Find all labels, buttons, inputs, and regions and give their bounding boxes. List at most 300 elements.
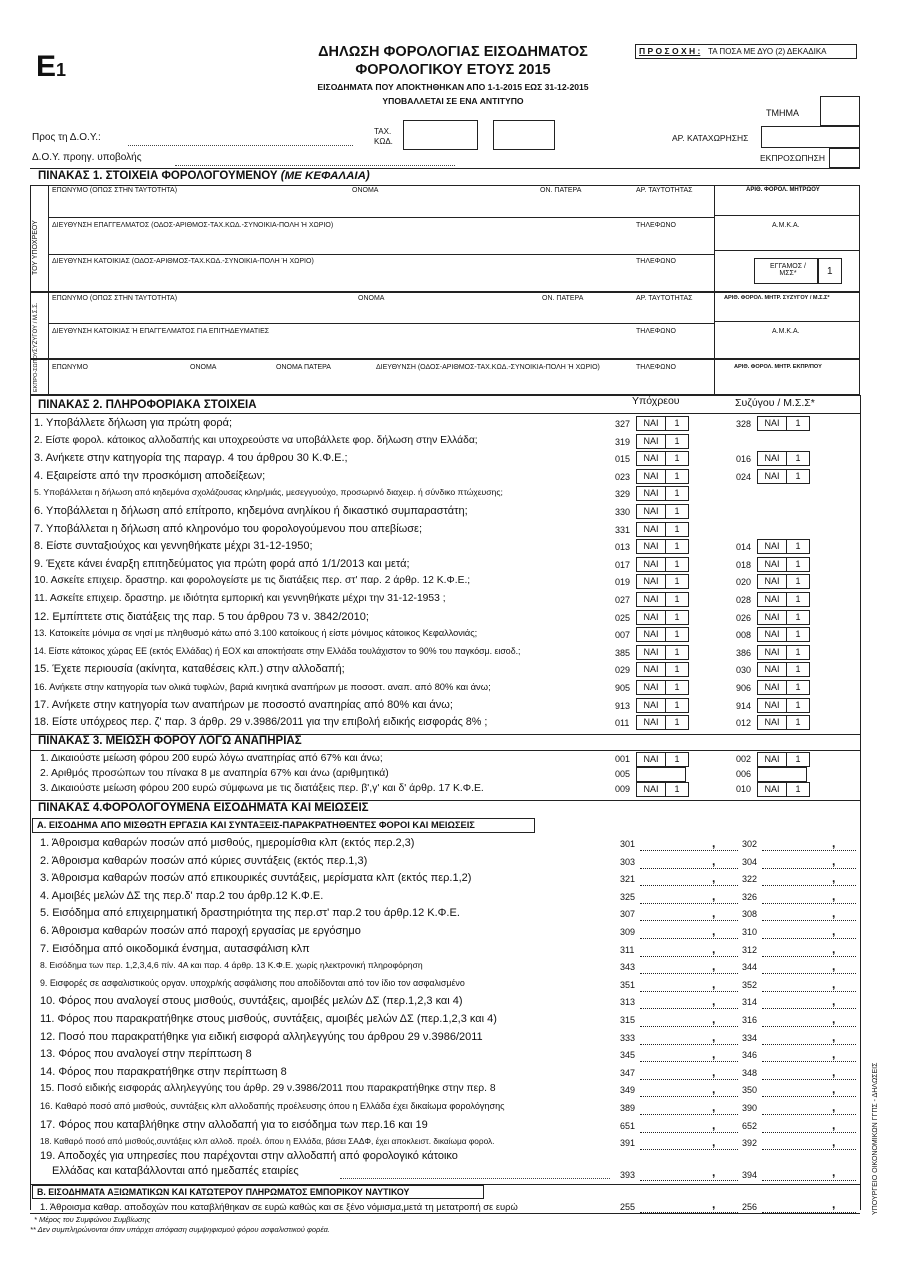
table4-code-taxpayer: 303	[620, 856, 636, 867]
table4-amount-spouse[interactable]	[762, 1049, 856, 1062]
yes-label: ΝΑΙ	[637, 681, 666, 694]
table2-code-spouse: 008	[736, 630, 752, 641]
decimal-comma: ,	[832, 1100, 836, 1114]
field-tilefono-2: ΤΗΛΕΦΩΝΟ	[636, 258, 676, 265]
table2-row-label: 16. Ανήκετε στην κατηγορία των ολικά τυφλών, βαριά κινητικά αναπήρων με ποσοστ. αναπ. από 80% και άνω;	[34, 681, 491, 692]
table2-code-spouse: 014	[736, 542, 752, 553]
yes-label: ΝΑΙ	[758, 611, 787, 624]
table4-code-spouse: 314	[742, 997, 758, 1008]
eggamos-label: ΕΓΓΑΜΟΣ / ΜΣΣ*	[770, 263, 806, 277]
table2-row-label: 4. Εξαιρείστε από την προσκόμιση αποδείξεων;	[34, 469, 266, 482]
table2-yes-taxpayer[interactable]	[636, 680, 689, 695]
yes-value: 1	[674, 558, 680, 569]
table4-row-label: 1. Άθροισμα καθαρών ποσών από μισθούς, ημερομίσθια κλπ (εκτός περ.2,3)	[40, 837, 415, 849]
table2-yes-taxpayer[interactable]	[636, 627, 689, 642]
rep-onoma-patera: ΟΝΟΜΑ ΠΑΤΕΡΑ	[276, 364, 331, 371]
row19-code2: 394	[742, 1170, 758, 1180]
rep-onoma: ΟΝΟΜΑ	[190, 364, 217, 371]
yes-value: 1	[674, 699, 680, 710]
table4-amount-spouse[interactable]	[762, 941, 856, 957]
table2-yes-taxpayer[interactable]	[636, 662, 689, 677]
yes-value: 1	[674, 717, 680, 728]
decimal-comma: ,	[712, 1029, 716, 1044]
table2-yes-taxpayer[interactable]	[636, 416, 689, 431]
table2-row-label: 10. Ασκείτε επιχειρ. δραστηρ. και φορολογείστε με τις διατάξεις περ. στ' παρ. 2 άρθρ. 12 Κ.Φ.Ε.;	[34, 575, 471, 587]
table2-code-taxpayer: 011	[615, 718, 630, 729]
table4-amount-spouse[interactable]	[762, 1014, 856, 1027]
pros-doy-label: Προς τη Δ.Ο.Υ.:	[32, 132, 101, 143]
table2-code-spouse: 906	[736, 683, 752, 693]
decimal-comma: ,	[712, 888, 716, 903]
table2-title: ΠΙΝΑΚΑΣ 2. ΠΛΗΡΟΦΟΡΙΑΚΑ ΣΤΟΙΧΕΙΑ	[38, 399, 257, 411]
table4-amount-taxpayer[interactable]	[640, 838, 738, 851]
table4-amount-taxpayer[interactable]	[640, 961, 738, 974]
table4-row-label: 9. Εισφορές σε ασφαλιστικούς οργαν. υποχρ/κής ασφάλισης που αποδίδονται από τον ίδιο τον ασφαλισμένο	[40, 977, 465, 988]
table2-code-taxpayer: 327	[615, 419, 631, 429]
decimal-comma: ,	[832, 906, 836, 921]
table2-yes-spouse[interactable]	[757, 610, 810, 625]
table4-amount-spouse[interactable]	[762, 926, 856, 939]
table4-code-taxpayer: 391	[620, 1138, 636, 1149]
yes-value: 1	[795, 594, 801, 604]
yes-value: 1	[674, 611, 680, 622]
spouse-on-patera: ΟΝ. ΠΑΤΕΡΑ	[542, 295, 584, 302]
table4-code-taxpayer: 325	[620, 891, 636, 902]
yes-label: ΝΑΙ	[758, 575, 787, 588]
table4-amount-spouse[interactable]	[762, 838, 856, 851]
table4-code-spouse: 326	[742, 891, 758, 902]
table4-code-spouse: 334	[742, 1032, 758, 1043]
decimal-comma: ,	[712, 871, 716, 886]
table2-yes-taxpayer[interactable]	[636, 539, 689, 554]
table4-amount-spouse[interactable]	[762, 996, 856, 1009]
table2-code-spouse: 024	[736, 471, 752, 482]
table4-amount-spouse[interactable]	[762, 1064, 856, 1080]
table2-code-spouse: 386	[736, 647, 752, 658]
table2-yes-spouse[interactable]	[757, 662, 810, 677]
yes-value: 1	[674, 576, 680, 587]
table2-code-taxpayer: 331	[615, 524, 631, 535]
table4-code-taxpayer: 301	[620, 839, 636, 849]
form-title-line1: ΔΗΛΩΣΗ ΦΟΡΟΛΟΓΙΑΣ ΕΙΣΟΔΗΜΑΤΟΣ	[318, 44, 588, 60]
table2-yes-spouse[interactable]	[757, 539, 810, 554]
table4-subA-box	[32, 818, 535, 833]
yes-label: ΝΑΙ	[758, 593, 787, 606]
table4-amount-taxpayer[interactable]	[640, 926, 738, 939]
side-spouse: ΣΥΖΥΓΟΥ / Μ.Σ.Σ.	[33, 302, 39, 352]
table4-code-spouse: 352	[742, 979, 758, 990]
rowB1-amount1[interactable]	[640, 1200, 738, 1213]
table4-amount-spouse[interactable]	[762, 976, 856, 992]
yes-label: ΝΑΙ	[637, 699, 666, 712]
yes-value: 1	[674, 594, 680, 604]
table2-row-label: 17. Ανήκετε στην κατηγορία των αναπήρων με ποσοστό αναπηρίας από 80% και άνω;	[34, 698, 453, 711]
table2-code-taxpayer: 019	[615, 577, 631, 588]
yes-label: ΝΑΙ	[637, 505, 666, 518]
decimal-comma: ,	[832, 994, 836, 1009]
table4-code-taxpayer: 313	[620, 997, 636, 1008]
yes-value: 1	[795, 558, 801, 569]
yes-label: ΝΑΙ	[637, 523, 666, 536]
table4-row-label: 7. Εισόδημα από οικοδομικά ένσημα, αυτασφάλιση κλπ	[40, 942, 310, 955]
table2-yes-spouse[interactable]	[757, 627, 810, 642]
row19-line1: 19. Αποδοχές για υπηρεσίες που παρέχονται στην αλλοδαπή από φορολογικό κάτοικο	[40, 1150, 458, 1162]
yes-label: ΝΑΙ	[758, 470, 787, 483]
table4-amount-taxpayer[interactable]	[640, 1102, 738, 1115]
table4-amount-spouse[interactable]	[762, 853, 856, 869]
table3-yes-spouse[interactable]	[757, 782, 810, 797]
yes-value: 1	[674, 629, 680, 640]
table4-row-label: 5. Εισόδημα από επιχειρηματική δραστηριότητα της περ.στ' παρ.2 του άρθρ.12 Κ.Φ.Ε.	[40, 907, 460, 920]
decimal-comma: ,	[832, 1012, 836, 1026]
field-tilefono: ΤΗΛΕΦΩΝΟ	[636, 222, 676, 229]
table3-title: ΠΙΝΑΚΑΣ 3. ΜΕΙΩΣΗ ΦΟΡΟΥ ΛΟΓΩ ΑΝΑΠΗΡΙΑΣ	[38, 735, 302, 747]
yes-label: ΝΑΙ	[758, 452, 787, 465]
tax-kod-field[interactable]	[403, 120, 478, 150]
table2-row-label: 6. Υποβάλλεται η δήλωση από επίτροπο, κηδεμόνα ανηλίκου ή δικαστικό συμπαραστάτη;	[34, 505, 468, 517]
yes-label: ΝΑΙ	[758, 628, 787, 641]
field-amka: Α.Μ.Κ.Α.	[772, 222, 800, 229]
table2-row-label: 2. Είστε φορολ. κάτοικος αλλοδαπής και υποχρεούστε να υποβάλλετε φορ. δήλωση στην Ελλάδα;	[34, 434, 478, 446]
side-rep: ΕΚΠΡΟ-ΣΩΠΟΥ	[33, 351, 39, 392]
decimal-comma: ,	[832, 1064, 836, 1079]
table2-yes-spouse[interactable]	[757, 416, 810, 431]
table2-yes-taxpayer[interactable]	[636, 698, 689, 713]
table4-amount-taxpayer[interactable]	[640, 873, 738, 886]
table2-code-spouse: 026	[736, 612, 752, 623]
table2-code-taxpayer: 025	[615, 612, 631, 623]
yes-value: 1	[674, 435, 680, 446]
table4-row-label: 15. Ποσό ειδικής εισφοράς αλληλεγγύης του άρθρ. 29 ν.3986/2011 που παρακρατήθηκε στην περ. 8	[40, 1083, 496, 1095]
table4-row-label: 16. Καθαρό ποσό από μισθούς, συντάξεις κλπ αλλοδαπής προέλευσης όπου η Ελλάδα έχει δικαίωμα φορολόγησης	[40, 1101, 505, 1111]
tmima-field[interactable]	[820, 96, 860, 126]
decimal-comma: ,	[712, 941, 716, 956]
yes-value: 1	[795, 453, 801, 464]
yes-label: ΝΑΙ	[758, 663, 787, 676]
yes-label: ΝΑΙ	[637, 716, 666, 729]
table4-amount-taxpayer[interactable]	[640, 888, 738, 904]
table2-code-taxpayer: 329	[615, 489, 631, 500]
tax-kod-field-2[interactable]	[493, 120, 555, 150]
table4-row-label: 14. Φόρος που παρακρατήθηκε στην περίπτωση 8	[40, 1065, 287, 1078]
table2-yes-taxpayer[interactable]	[636, 574, 689, 589]
table4-amount-spouse[interactable]	[762, 1117, 856, 1133]
table3-yes-taxpayer[interactable]	[636, 782, 689, 797]
decimal-comma: ,	[832, 1117, 836, 1132]
table4-amount-taxpayer[interactable]	[640, 1029, 738, 1045]
table4-amount-spouse[interactable]	[762, 888, 856, 904]
yes-value: 1	[795, 717, 801, 728]
table2-code-spouse: 016	[736, 454, 752, 465]
table2-row-label: 11. Ασκείτε επιχειρ. δραστηρ. με ιδιότητα εμπορική και γεννηθήκατε μέχρι την 31-12-1953 ;	[34, 593, 446, 604]
table4-code-spouse: 304	[742, 856, 758, 867]
rep-tilefono: ΤΗΛΕΦΩΝΟ	[636, 364, 676, 371]
yes-value: 1	[674, 682, 680, 692]
table2-yes-spouse[interactable]	[757, 715, 810, 730]
decimal-comma: ,	[832, 959, 836, 974]
yes-label: ΝΑΙ	[637, 540, 666, 553]
table2-code-taxpayer: 385	[615, 647, 631, 658]
decimal-comma: ,	[832, 976, 836, 991]
table3-yes-taxpayer[interactable]	[636, 752, 689, 767]
table3-count-taxpayer[interactable]	[636, 767, 686, 782]
yes-value: 1	[674, 541, 680, 552]
table4-code-spouse: 310	[742, 927, 758, 937]
table4-row-label: 10. Φόρος που αναλογεί στους μισθούς, συντάξεις, αμοιβές μελών ΔΣ (περ.1,2,3 και 4)	[40, 995, 463, 1008]
table2-code-spouse: 328	[736, 419, 752, 429]
col-taxpayer: Υπόχρεου	[632, 395, 680, 407]
ar-kataxorisis-label: ΑΡ. ΚΑΤΑΧΩΡΗΣΗΣ	[672, 133, 749, 143]
table2-yes-spouse[interactable]	[757, 574, 810, 589]
decimal-comma: ,	[712, 853, 716, 868]
pros-doy-field[interactable]	[128, 135, 353, 146]
yes-label: ΝΑΙ	[758, 699, 787, 712]
table4-code-taxpayer: 345	[620, 1050, 636, 1061]
table2-row-label: 18. Είστε υπόχρεος περ. ζ' παρ. 3 άρθρ. 29 ν.3986/2011 για την επιβολή ειδικής εισφοράς 8% ;	[34, 716, 488, 729]
yes-value: 1	[674, 488, 680, 499]
table2-row-label: 13. Κατοικείτε μόνιμα σε νησί με πληθυσμό κάτω από 3.100 κατοίκους ή είστε μόνιμος κάτοικος Κεφαλλονιάς;	[34, 628, 478, 639]
spouse-ar-taut: ΑΡ. ΤΑΥΤΟΤΗΤΑΣ	[636, 295, 693, 302]
table2-code-spouse: 018	[736, 559, 752, 570]
decimal-comma: ,	[712, 1064, 716, 1079]
notice-text: ΤΑ ΠΟΣΑ ΜΕ ΔΥΟ (2) ΔΕΚΑΔΙΚΑ	[708, 47, 827, 56]
table2-code-spouse: 020	[736, 577, 752, 588]
table4-code-spouse: 652	[742, 1120, 758, 1131]
table2-row-label: 3. Ανήκετε στην κατηγορία της παραγρ. 4 του άρθρου 30 Κ.Φ.Ε.;	[34, 452, 348, 465]
table4-amount-taxpayer[interactable]	[640, 853, 738, 869]
field-dieuth-epag: ΔΙΕΥΘΥΝΣΗ ΕΠΑΓΓΕΛΜΑΤΟΣ (ΟΔΟΣ-ΑΡΙΘΜΟΣ-ΤΑΧ.ΚΩΔ.-ΣΥΝΟΙΚΙΑ-ΠΟΛΗ Ή ΧΩΡΙΟ)	[52, 222, 334, 229]
table2-yes-taxpayer[interactable]	[636, 610, 689, 625]
form-subtitle: ΕΙΣΟΔΗΜΑΤΑ ΠΟΥ ΑΠΟΚΤΗΘΗΚΑΝ ΑΠΟ 1-1-2015 ΕΩΣ 31-12-2015	[317, 82, 589, 92]
table3-code-taxpayer: 001	[615, 754, 631, 764]
table4-row-label: 12. Ποσό που παρακρατήθηκε για ειδική εισφορά αλληλεγγύης του άρθρου 29 ν.3986/2011	[40, 1030, 483, 1043]
table4-amount-taxpayer[interactable]	[640, 1049, 738, 1062]
field-eponymo: ΕΠΩΝΥΜΟ (ΟΠΩΣ ΣΤΗΝ ΤΑΥΤΟΤΗΤΑ)	[52, 187, 178, 194]
table4-amount-taxpayer[interactable]	[640, 908, 738, 921]
decimal-comma: ,	[712, 1100, 716, 1114]
decimal-comma: ,	[832, 888, 836, 903]
table2-code-taxpayer: 013	[615, 542, 631, 553]
table2-row-label: 7. Υποβάλλεται η δήλωση από κληρονόμο του φορολογούμενου που απεβίωσε;	[34, 522, 422, 535]
table2-yes-spouse[interactable]	[757, 451, 810, 466]
table2-code-spouse: 030	[736, 665, 752, 676]
table2-yes-spouse[interactable]	[757, 645, 810, 660]
field-ar-taut: ΑΡ. ΤΑΥΤΟΤΗΤΑΣ	[636, 187, 693, 194]
yes-label: ΝΑΙ	[637, 646, 666, 659]
table2-code-taxpayer: 027	[615, 595, 631, 605]
yes-value: 1	[795, 611, 801, 622]
yes-label: ΝΑΙ	[637, 487, 666, 500]
single-copy-note: ΥΠΟΒΑΛΛΕΤΑΙ ΣΕ ΕΝΑ ΑΝΤΙΤΥΠΟ	[382, 96, 524, 106]
decimal-comma: ,	[712, 959, 716, 974]
table4-code-spouse: 348	[742, 1067, 758, 1078]
table4-row-label: 3. Άθροισμα καθαρών ποσών από επικουρικές συντάξεις, μερίσματα κλπ (εκτός περ.1,2)	[40, 872, 472, 885]
side-ministry-text: ΥΠΟΥΡΓΕΙΟ ΟΙΚΟΝΟΜΙΚΩΝ ΓΓΠΣ - ΔΗΛΩΣΕΙΣ	[872, 1062, 879, 1215]
table4-code-taxpayer: 315	[620, 1015, 636, 1025]
table4-amount-taxpayer[interactable]	[640, 976, 738, 992]
table4-code-spouse: 316	[742, 1015, 758, 1025]
yes-label: ΝΑΙ	[637, 417, 666, 430]
yes-label: ΝΑΙ	[758, 681, 787, 694]
yes-value: 1	[674, 664, 680, 675]
table2-yes-taxpayer[interactable]	[636, 645, 689, 660]
yes-label: ΝΑΙ	[758, 783, 787, 796]
table2-yes-spouse[interactable]	[757, 469, 810, 484]
eggamos-value-box[interactable]	[818, 258, 842, 284]
decimal-comma: ,	[712, 906, 716, 921]
yes-value: 1	[674, 784, 680, 794]
ekprosopisi-field[interactable]	[829, 148, 860, 168]
table4-code-taxpayer: 389	[620, 1103, 636, 1113]
table2-yes-taxpayer[interactable]	[636, 434, 689, 449]
table4-row-label: 8. Εισόδημα των περ. 1,2,3,4,6 πίν. 4Α και παρ. 4 άρθρ. 13 Κ.Φ.Ε. χωρίς ηλεκτρονική πληροφόρηση	[40, 960, 423, 971]
table4-code-spouse: 392	[742, 1138, 758, 1149]
yes-label: ΝΑΙ	[637, 663, 666, 676]
table3-code-taxpayer: 009	[615, 784, 631, 794]
table2-yes-taxpayer[interactable]	[636, 451, 689, 466]
doy-prog-field[interactable]	[175, 155, 455, 166]
footnote-2: ** Δεν συμπληρώνονται όταν υπάρχει απόφαση συμψηφισμού φόρου ασφαλιστικού φορέα.	[30, 1225, 331, 1234]
row19-line2: Ελλάδας και καταβάλλονται από ημεδαπές εταιρίες	[52, 1165, 299, 1177]
table4-amount-taxpayer[interactable]	[640, 941, 738, 957]
decimal-comma: ,	[832, 1135, 836, 1150]
table2-code-taxpayer: 007	[615, 630, 631, 641]
yes-label: ΝΑΙ	[758, 716, 787, 729]
table4-amount-spouse[interactable]	[762, 873, 856, 886]
table4-amount-spouse[interactable]	[762, 1084, 856, 1097]
spouse-tilefono: ΤΗΛΕΦΩΝΟ	[636, 328, 676, 335]
table3-code-spouse: 010	[736, 784, 752, 794]
table4-amount-taxpayer[interactable]	[640, 1014, 738, 1027]
side-taxpayer: ΤΟΥ ΥΠΟΧΡΕΟΥ	[32, 220, 39, 275]
col-spouse: Συζύγου / Μ.Σ.Σ*	[735, 397, 815, 409]
decimal-comma: ,	[712, 1082, 716, 1097]
table2-code-taxpayer: 017	[615, 559, 631, 570]
table2-row-label: 12. Εμπίπτετε στις διατάξεις της παρ. 5 του άρθρου 73 ν. 3842/2010;	[34, 610, 369, 623]
yes-value: 1	[674, 506, 680, 516]
yes-label: ΝΑΙ	[637, 470, 666, 483]
yes-label: ΝΑΙ	[637, 435, 666, 448]
table3-code-spouse: 002	[736, 754, 752, 764]
table2-yes-taxpayer[interactable]	[636, 592, 689, 607]
table2-code-taxpayer: 319	[615, 436, 631, 447]
table2-code-spouse: 028	[736, 595, 752, 605]
table4-amount-taxpayer[interactable]	[640, 996, 738, 1009]
table4-row-label: 4. Αμοιβές μελών ΔΣ της περ.δ' παρ.2 του άρθρ.12 Κ.Φ.Ε.	[40, 889, 324, 902]
decimal-comma: ,	[712, 1117, 716, 1132]
table2-yes-taxpayer[interactable]	[636, 486, 689, 501]
table2-code-spouse: 914	[736, 700, 752, 711]
table3-row-label: 1. Δικαιούστε μείωση φόρου 200 ευρώ λόγω αναπηρίας από 67% και άνω;	[40, 753, 383, 764]
table4-row-label: 2. Άθροισμα καθαρών ποσών από κύριες συντάξεις (εκτός περ.1,3)	[40, 854, 368, 867]
yes-value: 1	[795, 784, 801, 794]
table2-code-taxpayer: 913	[615, 700, 631, 711]
table4-amount-taxpayer[interactable]	[640, 1064, 738, 1080]
table4-amount-spouse[interactable]	[762, 908, 856, 921]
table2-row-label: 14. Είστε κάτοικος χώρας ΕΕ (εκτός Ελλάδας) ή ΕΟΧ και αποκτήσατε στην Ελλάδα τουλάχιστον το 90% του παγκόσμ. εισοδ.;	[34, 645, 521, 656]
table4-row-label: 18. Καθαρό ποσό από μισθούς,συντάξεις κλπ αλλοδ. προέλ. όπου η Ελλάδα, βάσει ΣΑΔΦ, έχει αποκλειστ. δικαίωμα φορολ.	[40, 1136, 495, 1147]
table4-amount-taxpayer[interactable]	[640, 1084, 738, 1097]
table4-code-taxpayer: 651	[620, 1120, 636, 1131]
table4-amount-taxpayer[interactable]	[640, 1117, 738, 1133]
row19-amount1[interactable]	[640, 1168, 738, 1181]
row19-amount2[interactable]	[762, 1168, 856, 1181]
table4-code-spouse: 312	[742, 944, 758, 955]
table4-code-taxpayer: 351	[620, 979, 636, 990]
spouse-dieuth: ΔΙΕΥΘΥΝΣΗ ΚΑΤΟΙΚΙΑΣ Ή ΕΠΑΓΓΕΛΜΑΤΟΣ ΓΙΑ ΕΠΙΤΗΔΕΥΜΑΤΙΕΣ	[52, 328, 270, 335]
yes-value: 1	[795, 699, 801, 710]
table2-row-label: 5. Υποβάλλεται η δήλωση από κηδεμόνα σχολάζουσας κληρ/μιάς, μεσεγγυούχο, προσωρινό διαχειρ. ή σύνδικο πτώχευσης;	[34, 487, 503, 498]
table2-yes-spouse[interactable]	[757, 557, 810, 572]
table2-yes-taxpayer[interactable]	[636, 715, 689, 730]
decimal-comma: ,	[712, 1047, 716, 1062]
yes-value: 1	[674, 418, 680, 428]
decimal-comma: ,	[712, 994, 716, 1009]
decimal-comma: ,	[712, 1135, 716, 1150]
table2-yes-taxpayer[interactable]	[636, 557, 689, 572]
table2-yes-taxpayer[interactable]	[636, 522, 689, 537]
doy-prog-label: Δ.Ο.Υ. προηγ. υποβολής	[32, 152, 142, 163]
table4-amount-taxpayer[interactable]	[640, 1137, 738, 1150]
table3-row-label: 2. Αριθμός προσώπων του πίνακα 8 με αναπηρία 67% και άνω (αριθμητικά)	[40, 768, 389, 779]
yes-label: ΝΑΙ	[637, 593, 666, 606]
table4-code-taxpayer: 309	[620, 927, 636, 937]
decimal-comma: ,	[712, 976, 716, 991]
table4-code-spouse: 390	[742, 1103, 758, 1113]
table4-subB: Β. ΕΙΣΟΔΗΜΑΤΑ ΑΞΙΩΜΑΤΙΚΩΝ ΚΑΙ ΚΑΤΩΤΕΡΟΥ ΠΛΗΡΩΜΑΤΟΣ ΕΜΠΟΡΙΚΟΥ ΝΑΥΤΙΚΟΥ	[37, 1187, 410, 1197]
table4-code-spouse: 322	[742, 874, 758, 885]
table2-row-label: 1. Υποβάλλετε δήλωση για πρώτη φορά;	[34, 417, 233, 429]
table4-row-label: 13. Φόρος που αναλογεί στην περίπτωση 8	[40, 1048, 252, 1061]
decimal-comma: ,	[832, 1047, 836, 1062]
table4-amount-spouse[interactable]	[762, 1137, 856, 1150]
table2-yes-spouse[interactable]	[757, 698, 810, 713]
row19-code1: 393	[620, 1170, 636, 1180]
table2-yes-taxpayer[interactable]	[636, 504, 689, 519]
decimal-comma: ,	[712, 836, 716, 850]
decimal-comma: ,	[832, 836, 836, 850]
decimal-comma: ,	[832, 941, 836, 956]
table4-amount-spouse[interactable]	[762, 1102, 856, 1115]
spouse-amka: Α.Μ.Κ.Α.	[772, 328, 800, 335]
table2-code-taxpayer: 023	[615, 471, 631, 482]
table2-yes-spouse[interactable]	[757, 592, 810, 607]
table2-row-label: 15. Έχετε περιουσία (ακίνητα, καταθέσεις κλπ.) στην αλλοδαπή;	[34, 663, 345, 676]
yes-value: 1	[795, 682, 801, 692]
table2-yes-taxpayer[interactable]	[636, 469, 689, 484]
table4-amount-spouse[interactable]	[762, 961, 856, 974]
table2-row-label: 8. Είστε συνταξιούχος και γεννηθήκατε μέχρι 31-12-1950;	[34, 540, 313, 553]
yes-value: 1	[795, 470, 801, 481]
spouse-eponymo: ΕΠΩΝΥΜΟ (ΟΠΩΣ ΣΤΗΝ ΤΑΥΤΟΤΗΤΑ)	[52, 295, 178, 302]
table4-subB-box	[32, 1185, 484, 1199]
table2-code-taxpayer: 029	[615, 665, 631, 676]
rowB1-code2: 256	[742, 1202, 758, 1212]
tax-kod-label: ΤΑΧ. ΚΩΔ.	[374, 127, 393, 146]
field-dieuth-kat: ΔΙΕΥΘΥΝΣΗ ΚΑΤΟΙΚΙΑΣ (ΟΔΟΣ-ΑΡΙΘΜΟΣ-ΤΑΧ.ΚΩΔ.-ΣΥΝΟΙΚΙΑ-ΠΟΛΗ Ή ΧΩΡΙΟ)	[52, 258, 314, 265]
decimal-comma: ,	[832, 871, 836, 886]
spouse-afm: ΑΡΙΘ. ΦΟΡΟΛ. ΜΗΤΡ. ΣΥΖΥΓΟΥ / Μ.Σ.Σ*	[724, 295, 830, 301]
ar-kataxorisis-field[interactable]	[761, 126, 860, 148]
table4-amount-spouse[interactable]	[762, 1029, 856, 1045]
yes-label: ΝΑΙ	[637, 611, 666, 624]
table3-count-spouse[interactable]	[757, 767, 807, 782]
eggamos-value: 1	[827, 266, 833, 277]
table3-yes-spouse[interactable]	[757, 752, 810, 767]
yes-value: 1	[674, 754, 680, 764]
table2-yes-spouse[interactable]	[757, 680, 810, 695]
rowB1-amount2[interactable]	[762, 1200, 856, 1213]
